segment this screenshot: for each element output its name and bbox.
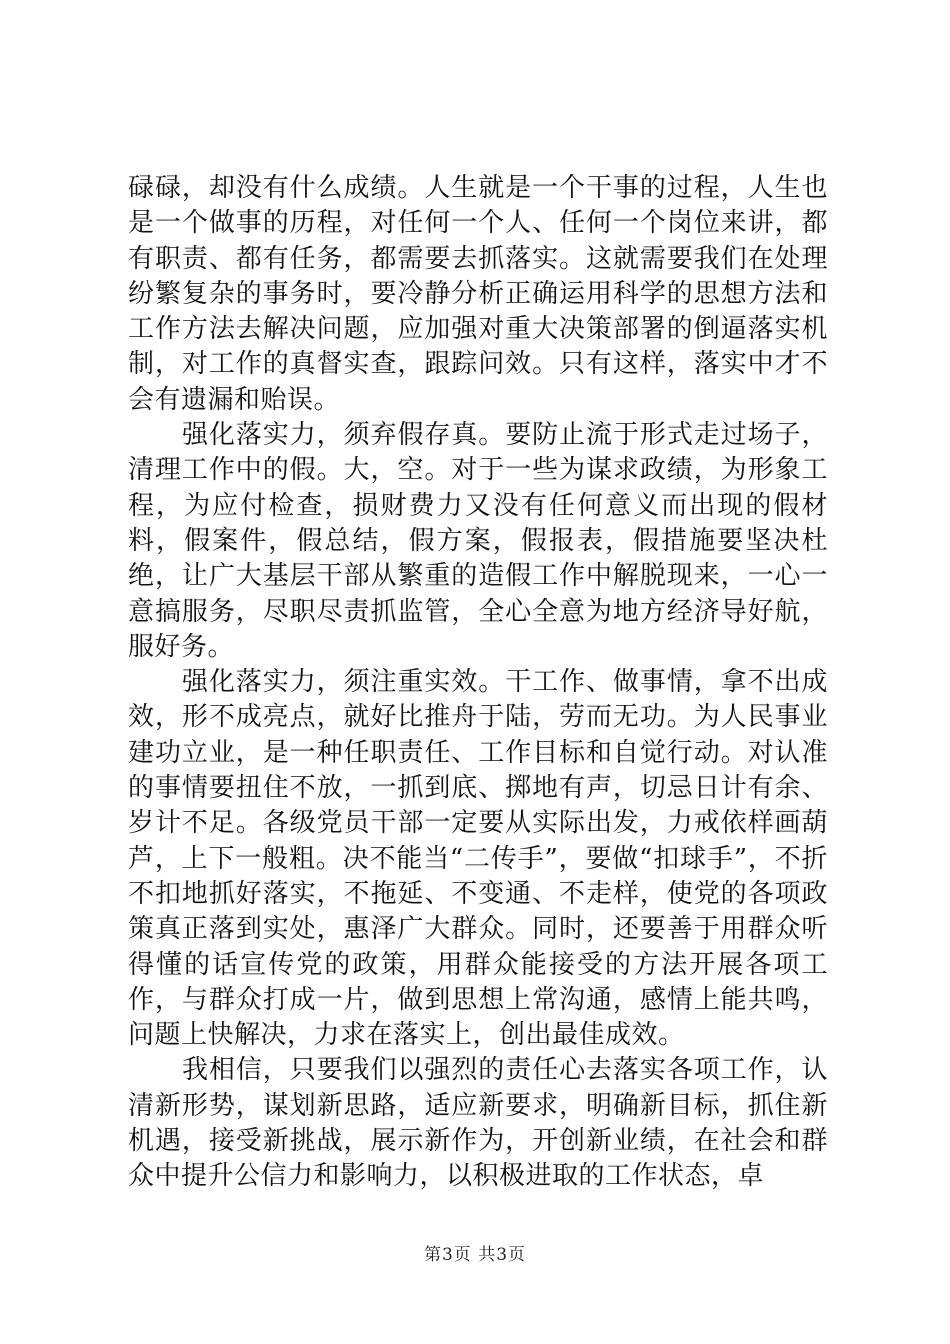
paragraph-continued: 碌碌，却没有什么成绩。人生就是一个干事的过程，人生也是一个做事的历程，对任何一个人、任何一个岗位来讲，都有职责、都有任务，都需要去抓落实。这就需要我们在处理纷繁复杂的事务时，要冷静分析正确运用科学的思想方法和工作方法去解决问题，应加强对重大决策部署的倒逼落实机制，对工作的真督实查，跟踪问效。只有这样，落实中才不会有遗漏和贻误。 (128, 173, 828, 415)
paragraph-conclusion: 我相信，只要我们以强烈的责任心去落实各项工作，认清新形势，谋划新思路，适应新要求，明确新目标，抓住新机遇，接受新挑战，展示新作为，开创新业绩，在社会和群众中提升公信力和影响力，以积极进取的工作状态，卓 (128, 1055, 828, 1192)
document-body (128, 171, 828, 1195)
paragraph-focus-results: 强化落实力，须注重实效。干工作、做事情，拿不出成效，形不成亮点，就好比推舟于陆，劳而无功。为人民事业建功立业，是一种任职责任、工作目标和自觉行动。对认准的事情要扭住不放，一抓到底、掷地有声，切忌日计有余、岁计不足。各级党员干部一定要从实际出发，力戒依样画葫芦，上下一般粗。决不能当“二传手”，要做“扣球手”，不折不扣地抓好落实，不拖延、不变通、不走样，使党的各项政策真正落到实处，惠泽广大群众。同时，还要善于用群众听得懂的话宣传党的政策，用群众能接受的方法开展各项工作，与群众打成一片，做到思想上常沟通，感情上能共鸣，问题上快解决，力求在落实上，创出最佳成效。 (128, 667, 828, 1051)
paragraph-abandon-false: 强化落实力，须弃假存真。要防止流于形式走过场子，清理工作中的假。大，空。对于一些为谋求政绩，为形象工程，为应付检查，损财费力又没有任何意义而出现的假材料，假案件，假总结，假方案，假报表，假措施要坚决杜绝，让广大基层干部从繁重的造假工作中解脱现来，一心一意搞服务，尽职尽责抓监管，全心全意为地方经济导好航，服好务。 (128, 420, 828, 662)
page-number-footer: 第3页 共3页 (423, 1245, 527, 1265)
